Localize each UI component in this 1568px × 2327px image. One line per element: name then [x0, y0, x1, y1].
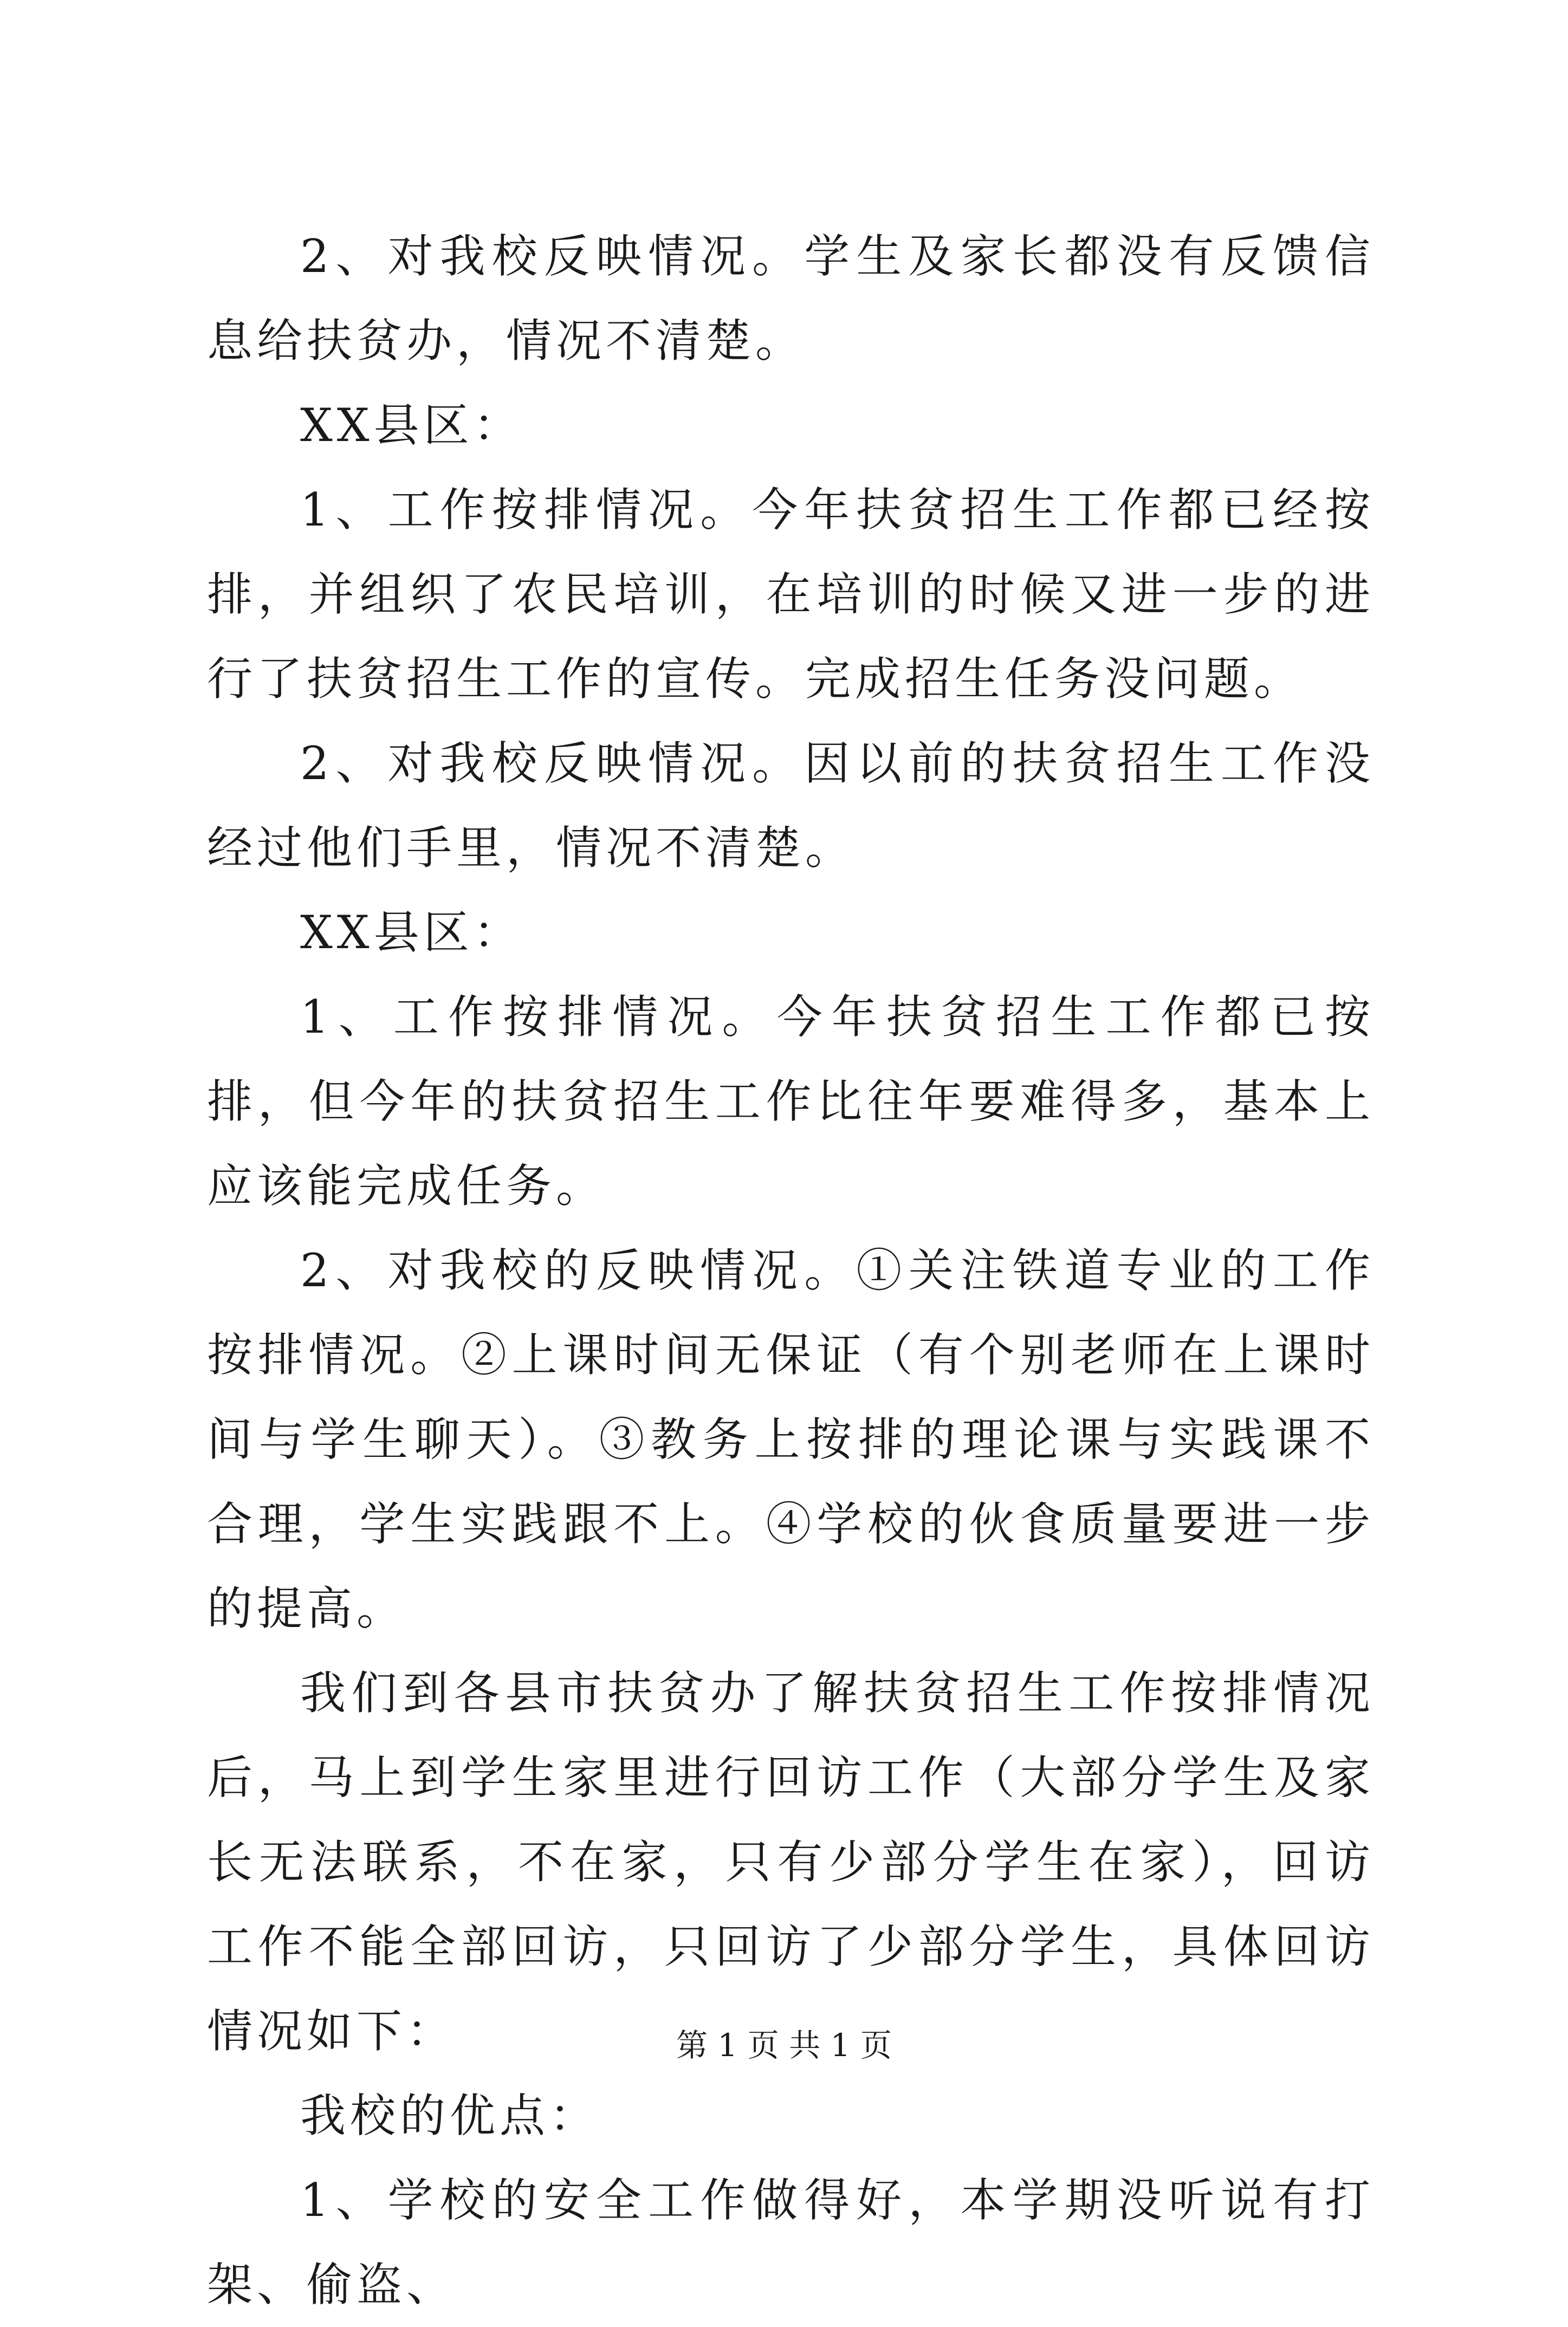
paragraph-8: 我们到各县市扶贫办了解扶贫招生工作按排情况后，马上到学生家里进行回访工作（大部分学生及家长无法联系，不在家，只有少部分学生在家），回访工作不能全部回访，只回访了少部分学生，具体回访情况如下：	[207, 1667, 1375, 2058]
paragraph-2: XX县区：	[300, 399, 523, 452]
paragraph-3: 1、工作按排情况。今年扶贫招生工作都已经按排，并组织了农民培训，在培训的时候又进一步的进行了扶贫招生工作的宣传。完成招生任务没问题。	[207, 483, 1375, 705]
paragraph-6: 1、工作按排情况。今年扶贫招生工作都已按排，但今年的扶贫招生工作比往年要难得多，基本上应该能完成任务。	[207, 990, 1375, 1213]
paragraph-1: 2、对我校反映情况。学生及家长都没有反馈信息给扶贫办，情况不清楚。	[207, 230, 1375, 367]
paragraph-4: 2、对我校反映情况。因以前的扶贫招生工作没经过他们手里，情况不清楚。	[207, 737, 1375, 874]
paragraph-10: 1、学校的安全工作做得好，本学期没听说有打架、偷盗、	[207, 2174, 1375, 2311]
paragraph-9: 我校的优点：	[300, 2089, 600, 2142]
paragraph-5: XX县区：	[300, 906, 523, 959]
document-body	[207, 214, 1375, 2327]
paragraph-7: 2、对我校的反映情况。①关注铁道专业的工作按排情况。②上课时间无保证（有个别老师在上课时间与学生聊天）。③教务上按排的理论课与实践课不合理，学生实践跟不上。④学校的伙食质量要进一步的提高。	[207, 1244, 1375, 1635]
page-footer: 第 1 页 共 1 页	[676, 2027, 892, 2064]
